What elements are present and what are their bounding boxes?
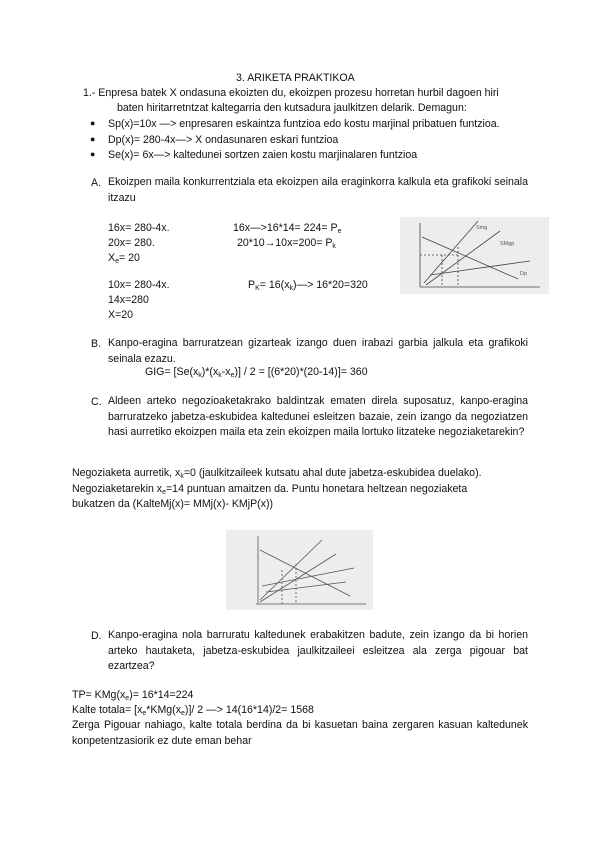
- section-d-letter: D.: [91, 630, 102, 642]
- section-c-letter: C.: [91, 396, 102, 408]
- section-a-letter: A.: [91, 177, 102, 189]
- bullet-marker: ●: [90, 118, 96, 128]
- answer-c-line-2: Negoziaketarekin $x_e=14$ puntuan amaitzen da. Puntu honetara heltzean negoziaketa: [72, 483, 468, 496]
- graph-a-label: Dp: [520, 271, 528, 277]
- answer-c-line-3: bukatzen da (KalteMj(x)= MMj(x)- KMjP(x)): [72, 498, 274, 510]
- calc2-left-3: X=20: [108, 309, 134, 321]
- bullet-item: Se(x)= 6x—> kaltedunei sortzen zaien kostu marjinalaren funtzioa: [108, 149, 418, 161]
- section-b-question: Kanpo-eragina barruratzean gizarteak izango duen irabazi garbia jalkula eta grafikoki seinala ezazu.: [108, 337, 528, 365]
- page-title: 3. ARIKETA PRAKTIKOA: [236, 72, 355, 84]
- bullet-item: Sp(x)=10x —> enpresaren eskaintza funtzioa edo kostu marjinal pribatuen funtzioa.: [108, 118, 500, 130]
- answer-d-conclusion: Zerga Pigouar nahiago, kalte totala berdina da bi kasuetan baina zergaren kasuan kaltedunek konpetentzasiorik ez dute eman behar: [72, 719, 528, 747]
- intro-line-1: 1.- Enpresa batek X ondasuna ekoizten du, ekoizpen prozesu horretan hurbil dagoen hiri: [83, 87, 499, 99]
- calc1-left-1: 16x= 280-4x.: [108, 222, 170, 234]
- bullet-marker: ●: [90, 149, 96, 159]
- calc2-left-2: 14x=280: [108, 294, 149, 306]
- section-b-letter: B.: [91, 338, 102, 350]
- bullet-marker: ●: [90, 134, 96, 144]
- calc1-right-2: $20*10\to 10x=200= P_k$: [237, 237, 336, 250]
- graph-photo-a: [400, 217, 549, 294]
- intro-line-2: baten hiritarretntzat kaltegarria den kutsadura jaulkitzen delarik. Demagun:: [117, 102, 467, 114]
- section-b-formula: $GIG= [Se(x_k)*(x_k-x_e)] / 2 = [(6*20)*(20-14)]= 360$: [145, 366, 368, 379]
- calc2-right: $P_K=$ $16(x_k)—> 16*20=320$: [248, 279, 368, 292]
- calc2-left-1: 10x= 280-4x.: [108, 279, 170, 291]
- answer-d-kalte: Kalte totala= $[x_e*KMg(x_e)]/$ 2 —> 14(16*14)/2= 1568: [72, 704, 314, 717]
- bullet-item: Dp(x)= 280-4x—> X ondasunaren eskari funtzioa: [108, 134, 339, 146]
- calc1-right-1: 16x—>16*14= $224= P_e$: [233, 222, 342, 235]
- section-c-question: Aldeen arteko negozioaketakrako baldintzak ematen direla suposatuz, kanpo-eragina barruratzeko jabetza-eskubidea kaltedunei esleitzen bazaie, zein izango da negoziatzen hasi aurretiko ekoizpen maila eta zein ekoizpen maila lortuko litzateke negoziaketarekin?: [108, 395, 528, 438]
- graph-a-label: SMgp: [500, 241, 515, 247]
- graph-a-label: Smg: [476, 225, 488, 231]
- answer-d-tp: $TP= KMg(x_e)= 16*14=224$: [72, 689, 194, 702]
- calc1-left-3: $X_e= 20$: [108, 252, 140, 265]
- calc1-left-2: 20x= 280.: [108, 237, 155, 249]
- answer-c-line-1: Negoziaketa aurretik, $x_k=0$ (jaulkitzaileek kutsatu ahal dute jabetza-eskubidea duelako).: [72, 467, 482, 480]
- section-d-question: Kanpo-eragina nola barruratu kaltedunek erabakitzen badute, zein izango da bi horien arteko hautaketa, jabetza-eskubidea jaulkitzaileei esleitzea ala zerga pigouar bat ezartzea?: [108, 629, 528, 672]
- section-a-question: Ekoizpen maila konkurrentziala eta ekoizpen aila eraginkorra kalkula eta grafikoki seinala itzazu: [108, 176, 528, 204]
- graph-photo-c: [226, 530, 373, 610]
